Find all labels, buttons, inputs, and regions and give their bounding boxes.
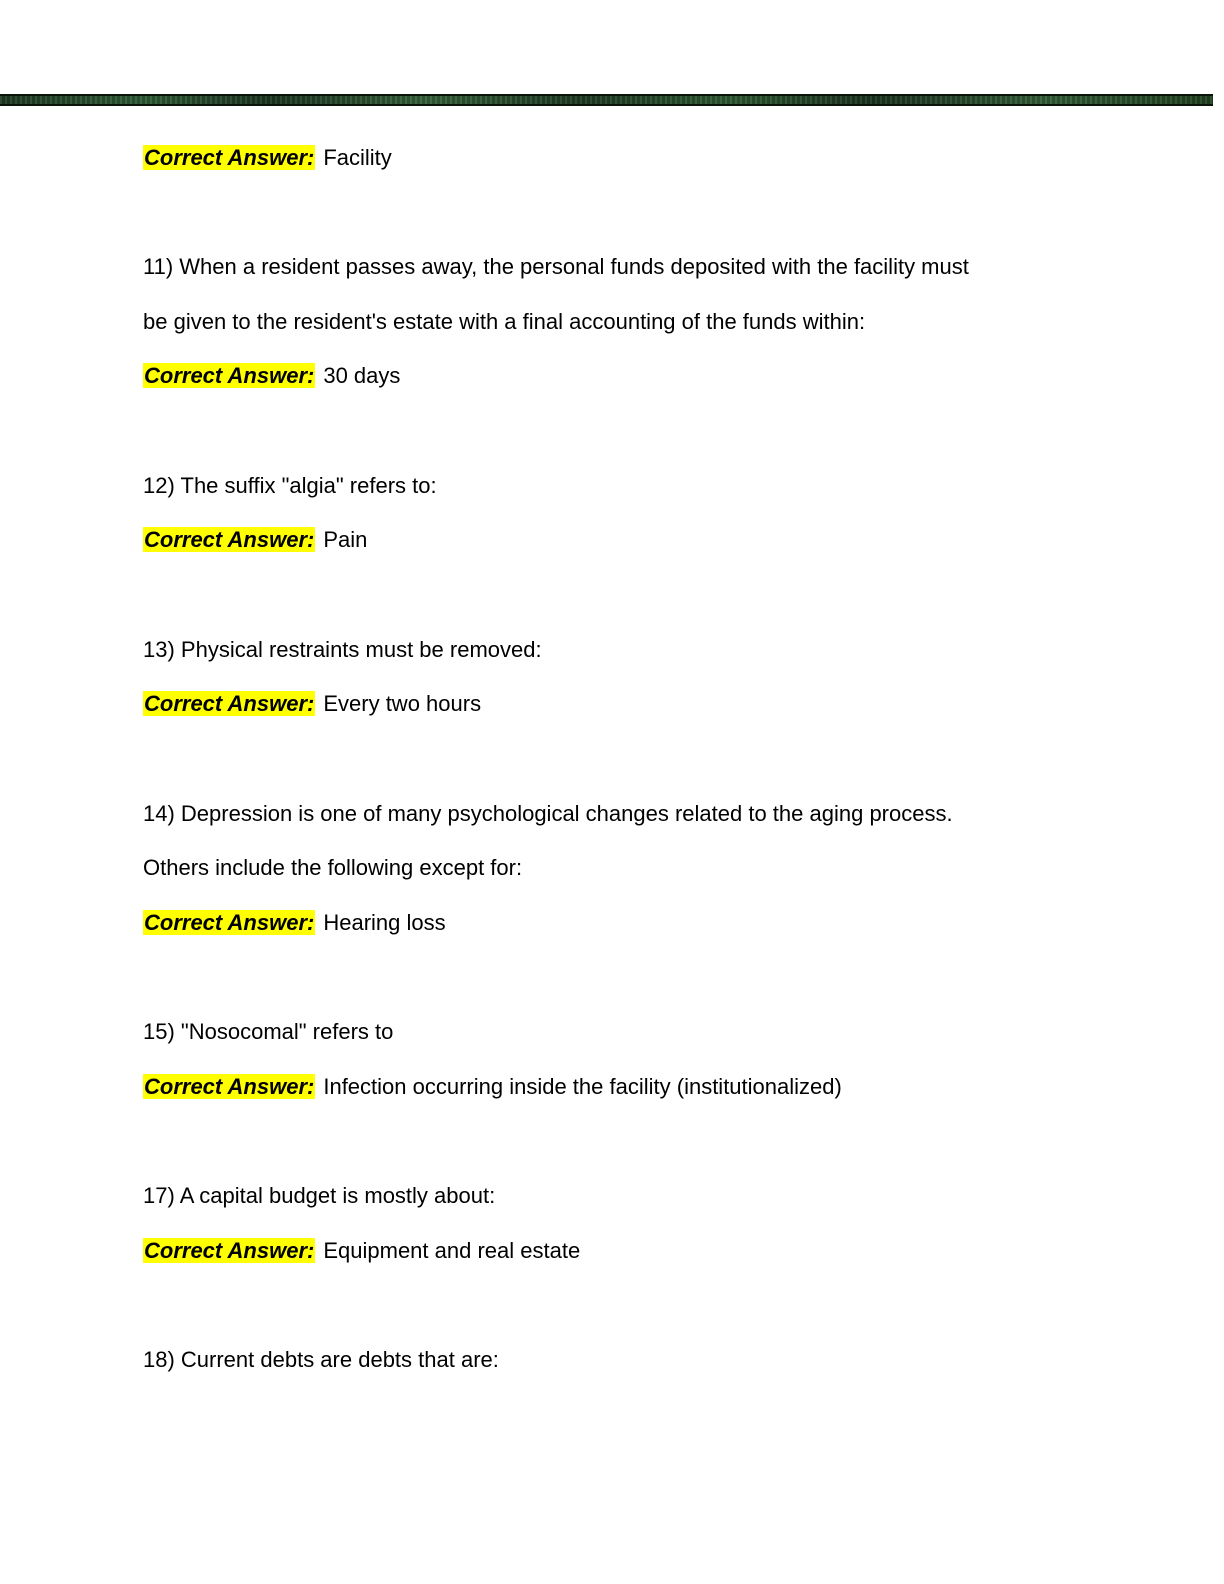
answer-text: Every two hours: [323, 691, 482, 716]
question-line: 14) Depression is one of many psychological changes related to the aging process.: [143, 801, 953, 826]
answer-text: Infection occurring inside the facility (institutionalized): [323, 1074, 842, 1099]
answer-line: [143, 910, 446, 936]
answer-text: Facility: [323, 145, 392, 170]
question-line: 11) When a resident passes away, the personal funds deposited with the facility must: [143, 254, 969, 279]
answer-line: [143, 363, 400, 389]
question-line: Others include the following except for:: [143, 855, 523, 880]
header-decorative-bar: [0, 94, 1213, 106]
question-line: 12) The suffix "algia" refers to:: [143, 473, 437, 498]
answer-text: Hearing loss: [323, 910, 446, 935]
correct-answer-label: Correct Answer:: [144, 691, 315, 716]
question-line: 15) "Nosocomal" refers to: [143, 1019, 394, 1044]
answer-text: Equipment and real estate: [323, 1238, 581, 1263]
question-line: 18) Current debts are debts that are:: [143, 1347, 499, 1372]
correct-answer-label: Correct Answer:: [144, 1074, 315, 1099]
answer-line: [143, 145, 392, 171]
answer-line: [143, 1074, 842, 1100]
correct-answer-label: Correct Answer:: [144, 910, 315, 935]
answer-text: 30 days: [323, 363, 401, 388]
correct-answer-label: Correct Answer:: [144, 363, 315, 388]
correct-answer-label: Correct Answer:: [144, 1238, 315, 1263]
correct-answer-label: Correct Answer:: [144, 527, 315, 552]
answer-line: [143, 691, 481, 717]
question-line: be given to the resident's estate with a final accounting of the funds within:: [143, 309, 866, 334]
question-line: 13) Physical restraints must be removed:: [143, 637, 542, 662]
answer-line: [143, 1238, 580, 1264]
answer-line: [143, 527, 367, 553]
answer-text: Pain: [323, 527, 368, 552]
correct-answer-label: Correct Answer:: [144, 145, 315, 170]
question-line: 17) A capital budget is mostly about:: [143, 1183, 496, 1208]
